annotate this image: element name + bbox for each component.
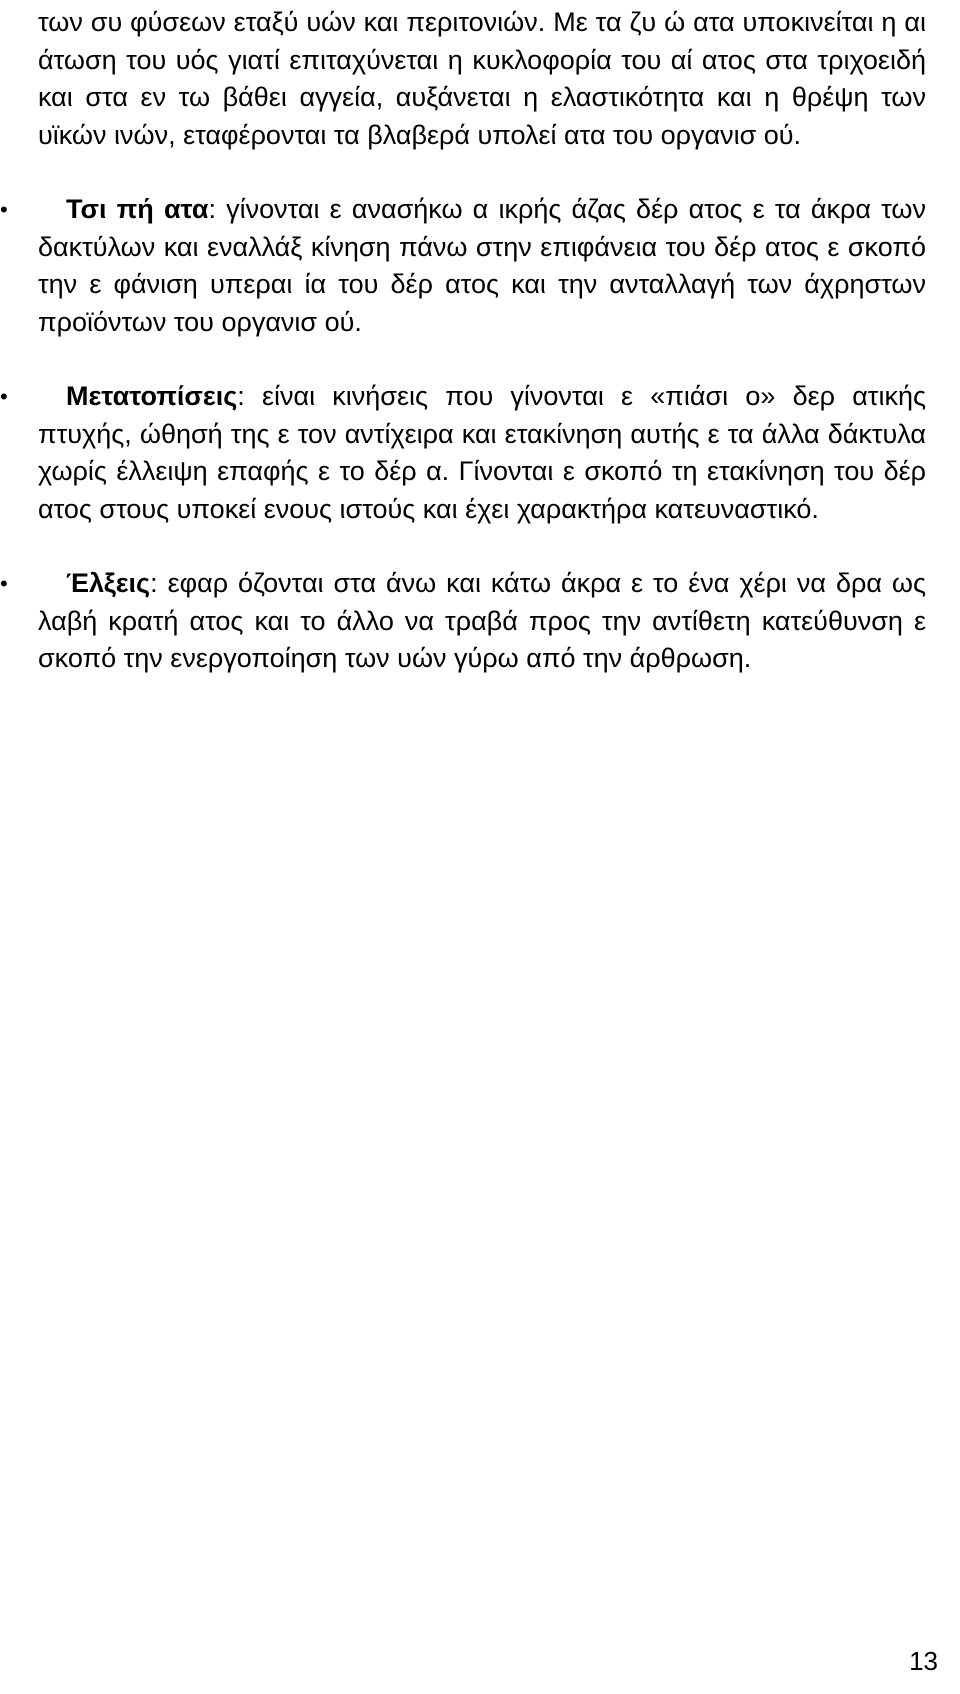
bullet-icon: • xyxy=(0,197,8,222)
page-number: 13 xyxy=(909,1646,938,1676)
term-label: Μετατοπίσεις xyxy=(66,381,238,411)
list-item-text xyxy=(38,378,926,528)
list-item-tsimpimata xyxy=(0,191,927,341)
term-description: : εφαρ όζονται στα άνω και κάτω άκρα ε το ένα χέρι να δρα ως λαβή κρατή ατος και το άλλο να τραβά προς την αντίθετη κατεύθυνση ε σκοπό την ενεργοποίηση των υών γύρω από την άρθρωση. xyxy=(38,568,926,673)
intro-paragraph: των συ φύσεων εταξύ υών και περιτονιών. Με τα ζυ ώ ατα υποκινείται η αι άτωση του υός γιατί επιταχύνεται η κυκλοφορία του αί ατος στα τριχοειδή και στα εν τω βάθει αγγεία, αυξάνεται η ελαστικότητα και η θρέψη των υϊκών ινών, εταφέρονται τα βλαβερά υπολεί ατα του οργανισ ού. xyxy=(38,7,926,150)
term-description: : γίνονται ε ανασήκω α ικρής άζας δέρ ατος ε τα άκρα των δακτύλων και εναλλάξ κίνηση πάνω στην επιφάνεια του δέρ ατος ε σκοπό την ε φάνιση υπεραι ία του δέρ ατος και την ανταλλαγή των άχρηστων προϊόντων του οργανισ ού. xyxy=(38,194,927,337)
list-item-metatopiseis xyxy=(0,378,926,528)
list-item-elxeis xyxy=(0,565,926,678)
term-label: Τσι πή ατα xyxy=(66,194,209,224)
term-description: : είναι κινήσεις που γίνονται ε «πιάσι ο» δερ ατικής πτυχής, ώθησή της ε τον αντίχειρα και ετακίνηση αυτής ε τα άλλα δάκτυλα χωρίς έλλειψη επαφής ε το δέρ α. Γίνονται ε σκοπό τη ετακίνηση του δέρ ατος στους υποκεί ενους ιστούς και έχει χαρακτήρα κατευναστικό. xyxy=(38,381,926,524)
bullet-icon: • xyxy=(0,571,8,596)
list-item-text xyxy=(38,565,926,678)
document-page xyxy=(0,0,927,678)
list-item-text xyxy=(38,191,926,341)
bullet-icon: • xyxy=(0,384,8,409)
term-label: Έλξεις xyxy=(66,568,151,598)
